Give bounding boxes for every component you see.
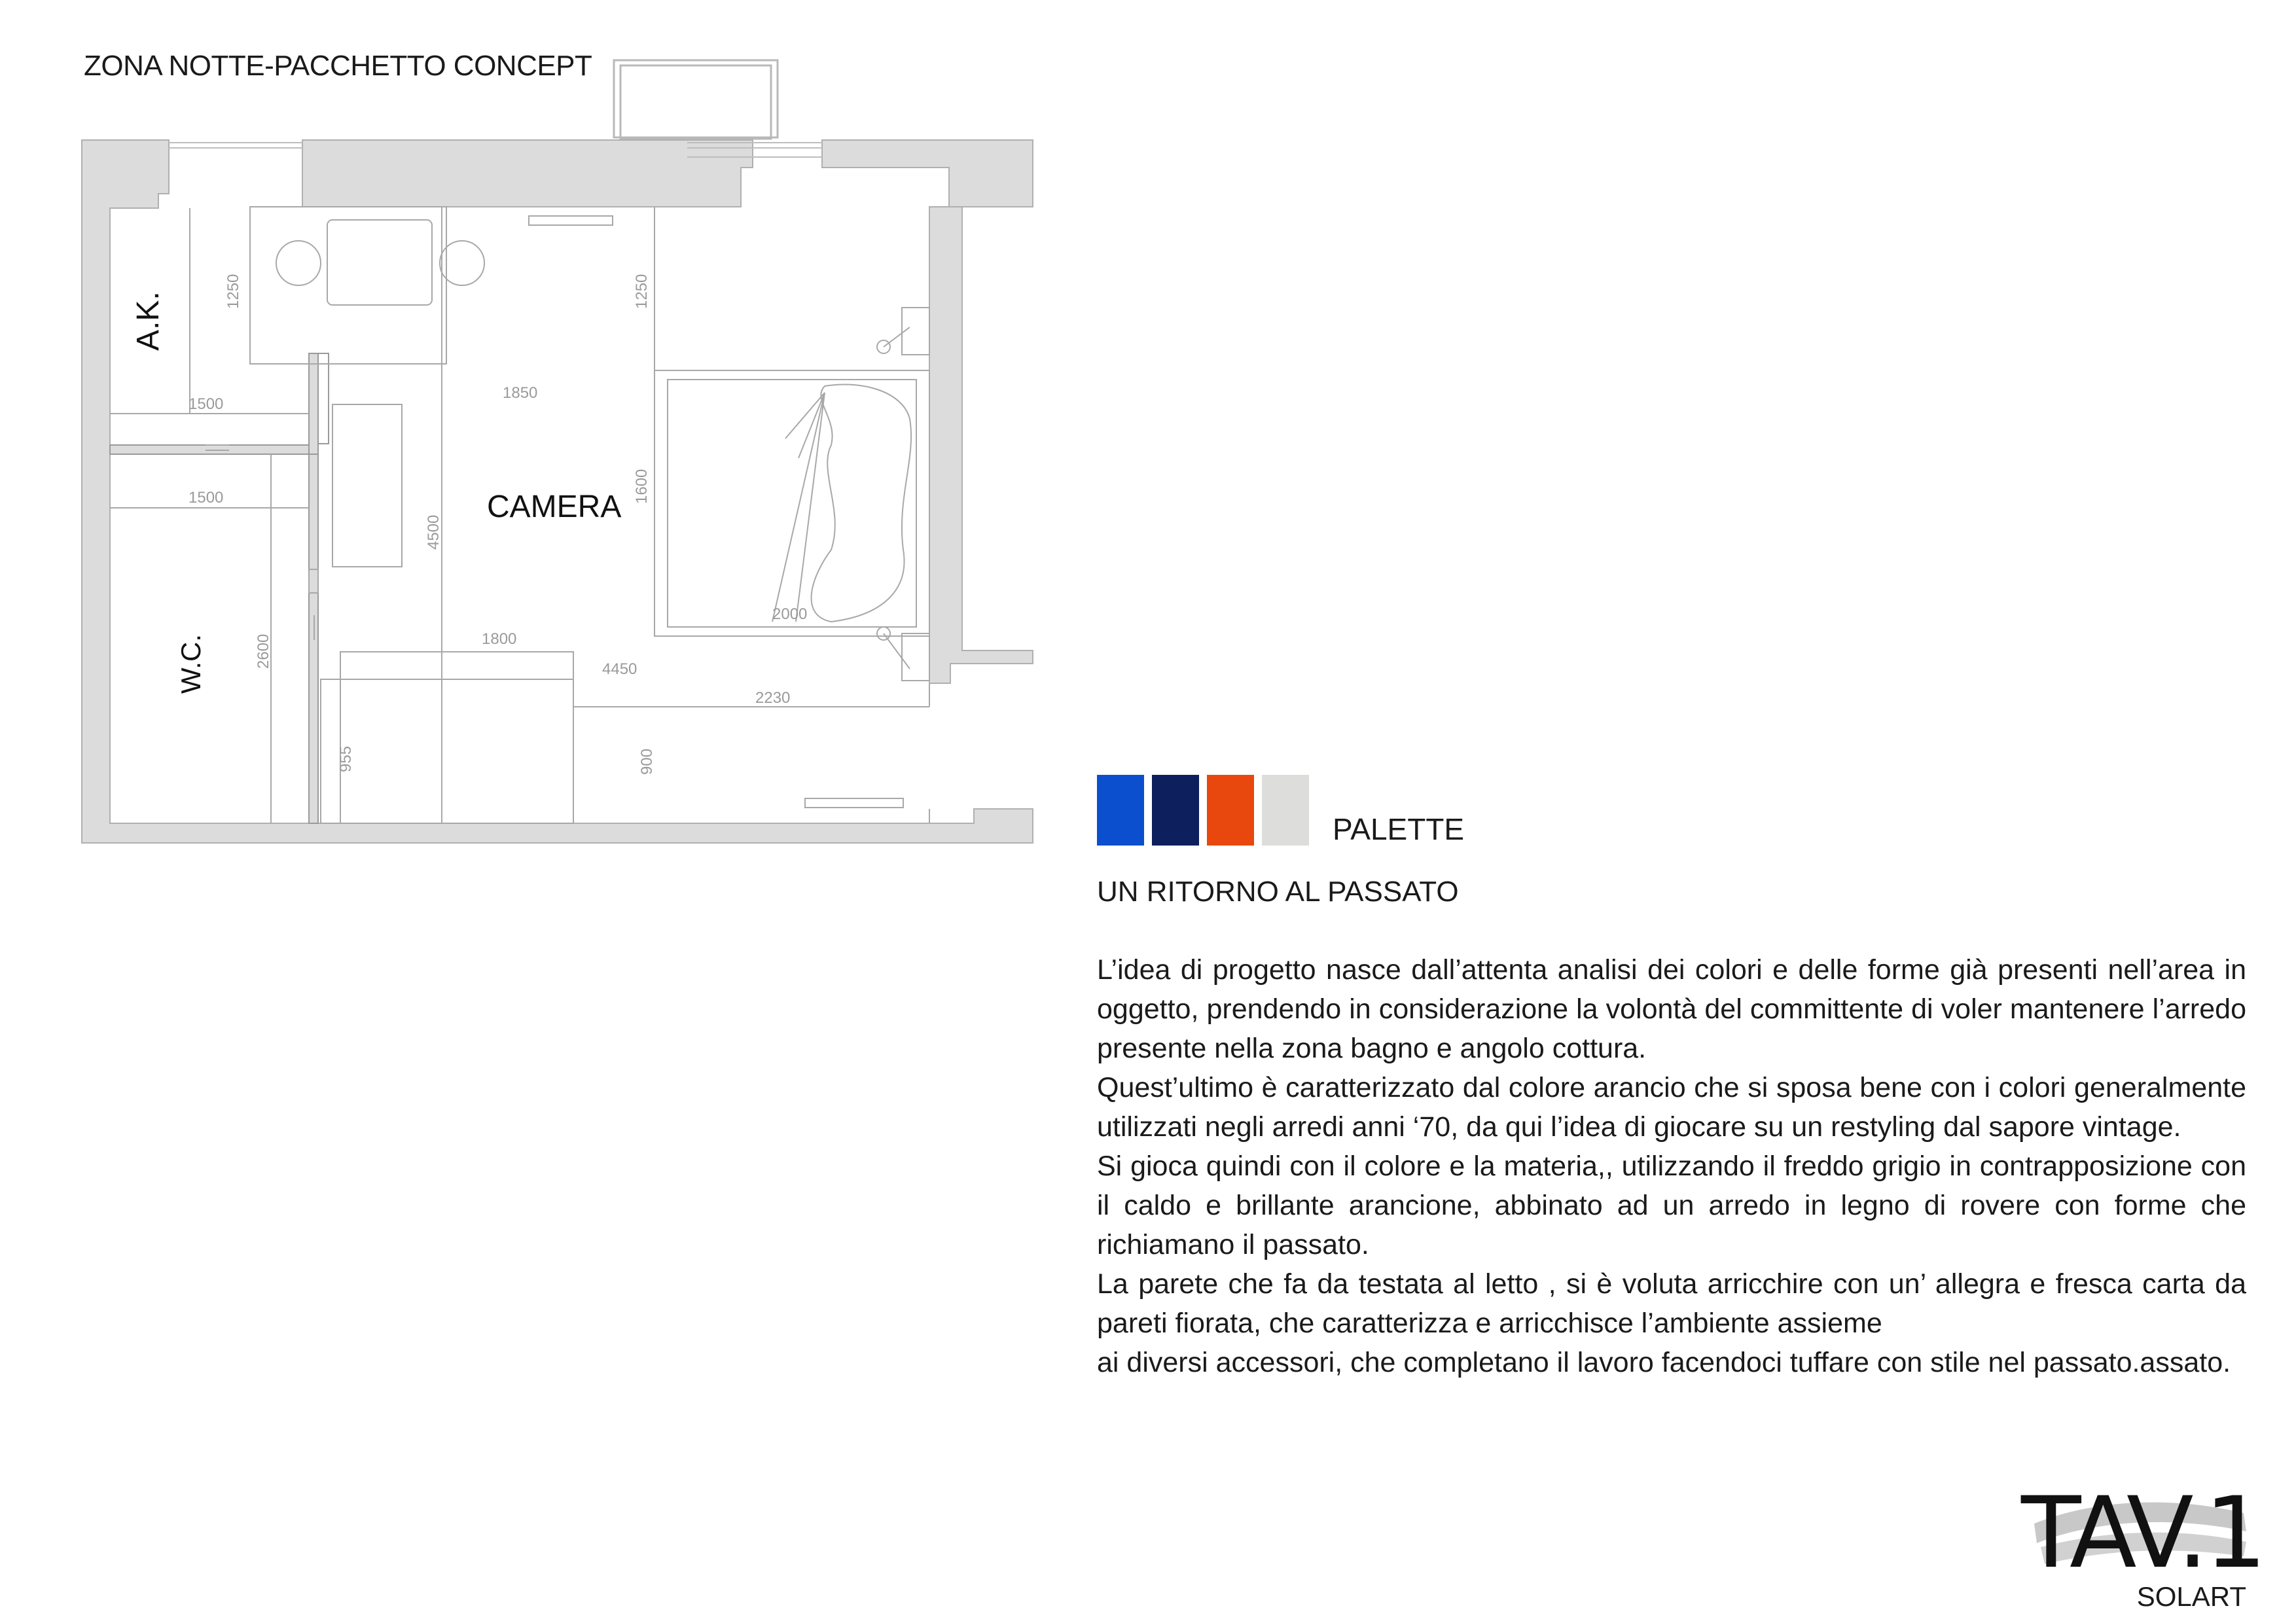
dim-right-width: 2230	[755, 689, 791, 707]
partitions	[110, 353, 329, 823]
dim-ak-height: 1250	[224, 274, 242, 309]
sheet-title: ZONA NOTTE-PACCHETTO CONCEPT	[84, 50, 592, 82]
swatch-grey	[1262, 775, 1309, 846]
floor-plan	[79, 52, 1060, 864]
floor-plan-drawing	[79, 52, 1060, 864]
concept-paragraph: ai diversi accessori, che completano il lavoro facendoci tuffare con stile nel passato.assato.	[1097, 1347, 2231, 1378]
swatch-navy	[1152, 775, 1199, 846]
dim-wardrobe-width: 1800	[482, 630, 517, 648]
dim-wc-width: 1500	[188, 489, 224, 507]
room-wc-label: W.C.	[175, 634, 206, 694]
solart-logo	[2021, 1476, 2263, 1615]
dim-ak-width: 1500	[188, 395, 224, 413]
concept-paragraph: L’idea di progetto nasce dall’attenta analisi dei colori e delle forme già presenti nell’area in oggetto, prendendo in considerazione la volontà del committente di voler mantenere l’arredo presente nella zona bagno e angolo cottura.	[1097, 954, 2246, 1064]
swatch-orange	[1207, 775, 1254, 846]
top-balcony-frame	[614, 60, 778, 139]
dim-desk-depth: 1250	[633, 274, 651, 309]
palette-swatches	[1097, 775, 1309, 846]
dim-wc-door: 955	[337, 745, 355, 772]
concept-subtitle: UN RITORNO AL PASSATO	[1097, 876, 1459, 908]
concept-paragraph: Si gioca quindi con il colore e la materia,, utilizzando il freddo grigio in contrapposizione con il caldo e brillante arancione, abbinato ad un arredo in legno di rovere con forme che richiamano il passato.	[1097, 1150, 2246, 1260]
dim-desk-width: 1850	[503, 384, 538, 402]
dim-wardrobe-depth: 900	[638, 748, 656, 775]
dimension-labels	[188, 274, 807, 775]
room-ak-label: A.K.	[131, 291, 166, 351]
concept-paragraph: Quest’ultimo è caratterizzato dal colore arancio che si sposa bene con i colori generalmente utilizzati negli arredi anni ‘70, da qui l’idea di giocare su un restyling dal sapore vintage.	[1097, 1072, 2246, 1143]
room-camera-label: CAMERA	[487, 490, 622, 524]
dim-total-width: 4450	[602, 660, 637, 678]
swatch-blue	[1097, 775, 1144, 846]
concept-description	[1097, 950, 2246, 1382]
dim-bed-width: 1600	[633, 469, 651, 504]
concept-paragraph: La parete che fa da testata al letto , si è voluta arricchire con un’ allegra e fresca carta da pareti fiorata, che caratterizza e arricchisce l’ambiente assieme	[1097, 1268, 2246, 1339]
logo-main-text: TAV.1	[2021, 1476, 2263, 1590]
palette-label: PALETTE	[1333, 812, 1465, 846]
dim-room-depth: 4500	[425, 514, 442, 550]
dim-wc-height: 2600	[255, 633, 272, 669]
logo-sub-text: SOLART	[2136, 1581, 2246, 1612]
dim-bed-length: 2000	[772, 605, 808, 623]
